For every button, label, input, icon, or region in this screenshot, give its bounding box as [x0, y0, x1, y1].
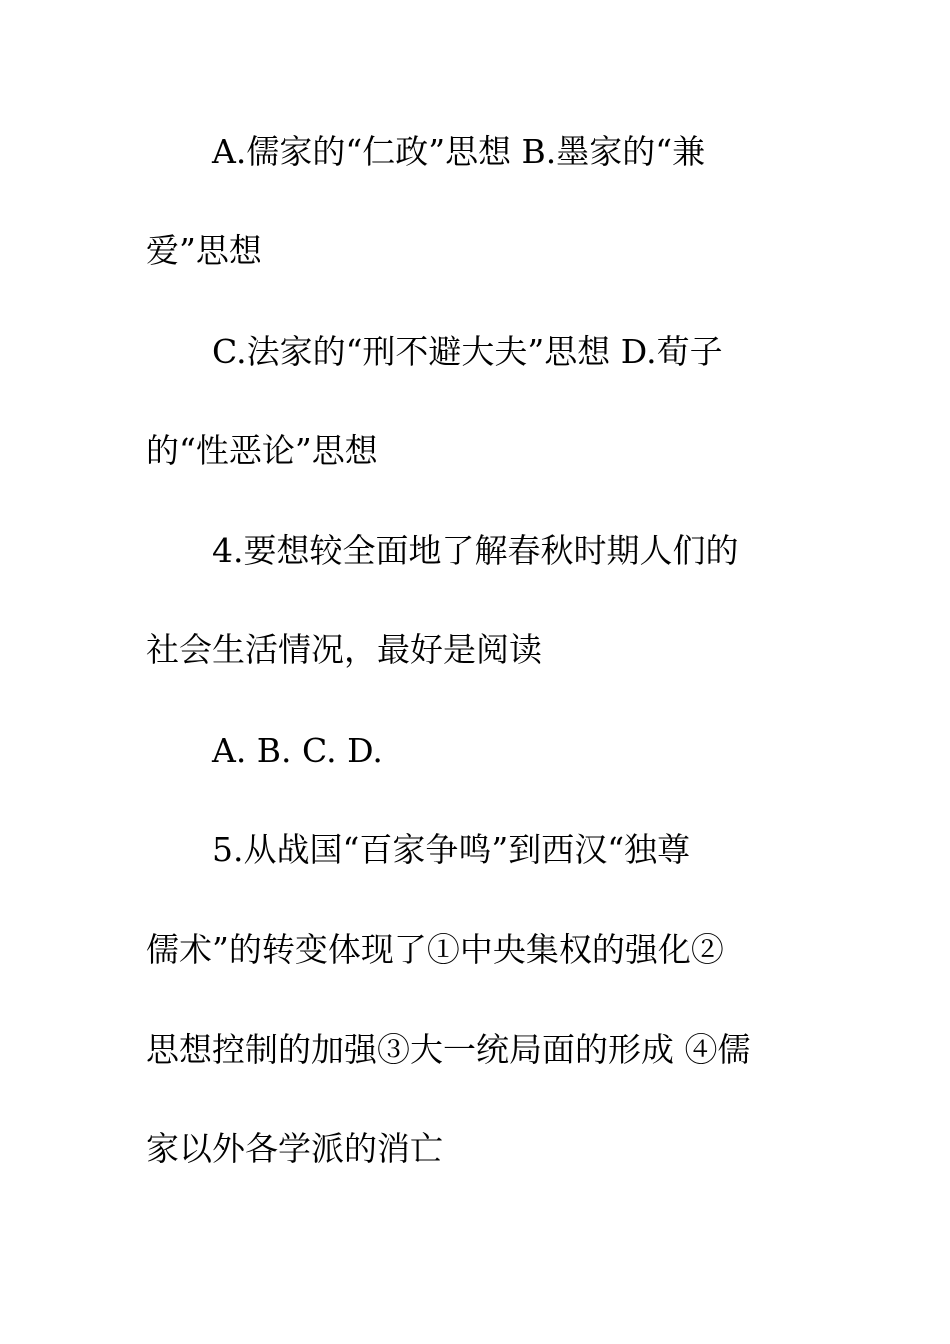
question-4-text-continued: 社会生活情况，最好是阅读: [146, 630, 542, 669]
question-4-text: 4.要想较全面地了解春秋时期人们的: [212, 531, 739, 570]
question-5-text: 5.从战国“百家争鸣”到西汉“独尊: [212, 830, 691, 869]
option-line-c-d: C.法家的“刑不避大夫”思想 D.荀子: [212, 332, 723, 371]
question-5-text-line-3: 思想控制的加强③大一统局面的形成 ④儒: [146, 1030, 751, 1069]
option-line-a-b: A.儒家的“仁政”思想 B.墨家的“兼: [212, 132, 706, 171]
option-line-b-continued: 爱”思想: [146, 231, 262, 270]
option-line-d-continued: 的“性恶论”思想: [146, 431, 378, 470]
question-4-options: A. B. C. D.: [212, 731, 383, 770]
question-5-text-line-4: 家以外各学派的消亡: [146, 1129, 443, 1168]
question-5-text-line-2: 儒术”的转变体现了①中央集权的强化②: [146, 930, 724, 969]
